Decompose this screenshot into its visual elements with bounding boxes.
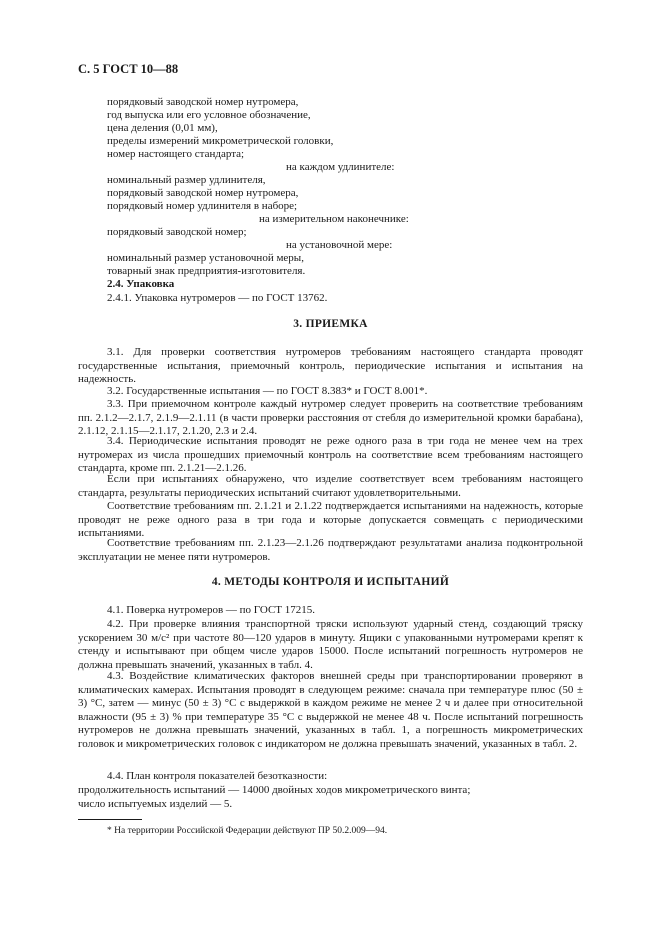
paragraph-3-5: Если при испытаниях обнаружено, что изделие соответствует всем требованиям настоящего стандарта, результаты периодических испытаний считают удовлетворительными. xyxy=(78,473,583,499)
paragraph-3-6: Соответствие требованиям пп. 2.1.21 и 2.1.22 подтверждается испытаниями на надежность, которые проводят не реже одного раза в три года и которые допускается совмещать с периодическими испытаниями. xyxy=(78,500,583,540)
marking-line: номер настоящего стандарта; xyxy=(107,148,245,160)
marking-line: пределы измерений микрометрической головки, xyxy=(107,135,334,147)
paragraph-3-1: 3.1. Для проверки соответствия нутромеров требованиям настоящего стандарта проводят государственные испытания, приемочный контроль, периодические испытания и испытания на надежность. xyxy=(78,346,583,386)
paragraph-4-4: 4.4. План контроля показателей безотказности: xyxy=(107,770,328,782)
packing-text: 2.4.1. Упаковка нутромеров — по ГОСТ 13762. xyxy=(107,292,328,304)
paragraph-4-3: 4.3. Воздействие климатических факторов внешней среды при транспортировании проверяют в климатических камерах. Испытания проводят в следующем режиме: сначала при температуре плюс (50 ± 3) °С, затем — минус (50 ± 3) °С с выдержкой в каждом режиме не менее 2 ч и далее при относительной влажности (95 ± 3) % при температуре 35 °С с выдержкой не менее 48 ч. После испытаний погрешность нутромеров не должна превышать значений, указанных в табл. 1, а погрешность микрометрических головок и микрометрических головок с индикатором не должна превышать значений, указанных в табл. 2. xyxy=(78,670,583,750)
footnote: * На территории Российской Федерации действуют ПР 50.2.009—94. xyxy=(107,826,388,836)
marking-line: порядковый заводской номер; xyxy=(107,226,247,238)
marking-line: номинальный размер удлинителя, xyxy=(107,174,266,186)
paragraph-3-4: 3.4. Периодические испытания проводят не реже одного раза в три года не менее чем на трех нутромерах из числа прошедших приемочный контроль на соответствие всем требованиям настоящего стандарта, кроме пп. 2.1.21—2.1.26. xyxy=(78,435,583,475)
paragraph-4-4-line: число испытуемых изделий — 5. xyxy=(78,798,233,810)
paragraph-3-2: 3.2. Государственные испытания — по ГОСТ 8.383* и ГОСТ 8.001*. xyxy=(107,385,428,397)
marking-line: порядковый заводской номер нутромера, xyxy=(107,96,299,108)
marking-line: цена деления (0,01 мм), xyxy=(107,122,218,134)
paragraph-4-2: 4.2. При проверке влияния транспортной тряски используют ударный стенд, создающий тряску ускорением 30 м/с² при частоте 80—120 ударов в минуту. Ящики с упакованными нутромерами крепят к стенду и испытывают при общем числе ударов 15000. После испытаний погрешность нутромеров не должна превышать значений, указанных в табл. 4. xyxy=(78,618,583,671)
marking-line: год выпуска или его условное обозначение, xyxy=(107,109,311,121)
paragraph-3-3: 3.3. При приемочном контроле каждый нутромер следует проверить на соответствие требованиям пп. 2.1.2—2.1.7, 2.1.9—2.1.11 (в части проверки расстояния от стебля до измерительной кромки барабана), 2.1.12, 2.1.15—2.1.17, 2.1.20, 2.3 и 2.4. xyxy=(78,398,583,438)
marking-line: номинальный размер установочной меры, xyxy=(107,252,304,264)
paragraph-4-4-line: продолжительность испытаний — 14000 двойных ходов микрометрического винта; xyxy=(78,784,471,796)
section-4-title: 4. МЕТОДЫ КОНТРОЛЯ И ИСПЫТАНИЙ xyxy=(211,576,450,588)
section-3-title: 3. ПРИЕМКА xyxy=(293,318,368,330)
marking-line: товарный знак предприятия-изготовителя. xyxy=(107,265,306,277)
marking-subheading: на измерительном наконечнике: xyxy=(259,213,409,225)
marking-line: порядковый номер удлинителя в наборе; xyxy=(107,200,298,212)
paragraph-4-1: 4.1. Поверка нутромеров — по ГОСТ 17215. xyxy=(107,604,316,616)
paragraph-3-7: Соответствие требованиям пп. 2.1.23—2.1.26 подтверждают результатами анализа подконтрольной эксплуатации не менее пяти нутромеров. xyxy=(78,537,583,563)
marking-subheading: на установочной мере: xyxy=(286,239,393,251)
marking-line: порядковый заводской номер нутромера, xyxy=(107,187,299,199)
page-header: С. 5 ГОСТ 10—88 xyxy=(78,62,179,76)
packing-title: 2.4. Упаковка xyxy=(107,278,175,290)
marking-subheading: на каждом удлинителе: xyxy=(286,161,395,173)
footnote-rule xyxy=(78,819,142,820)
